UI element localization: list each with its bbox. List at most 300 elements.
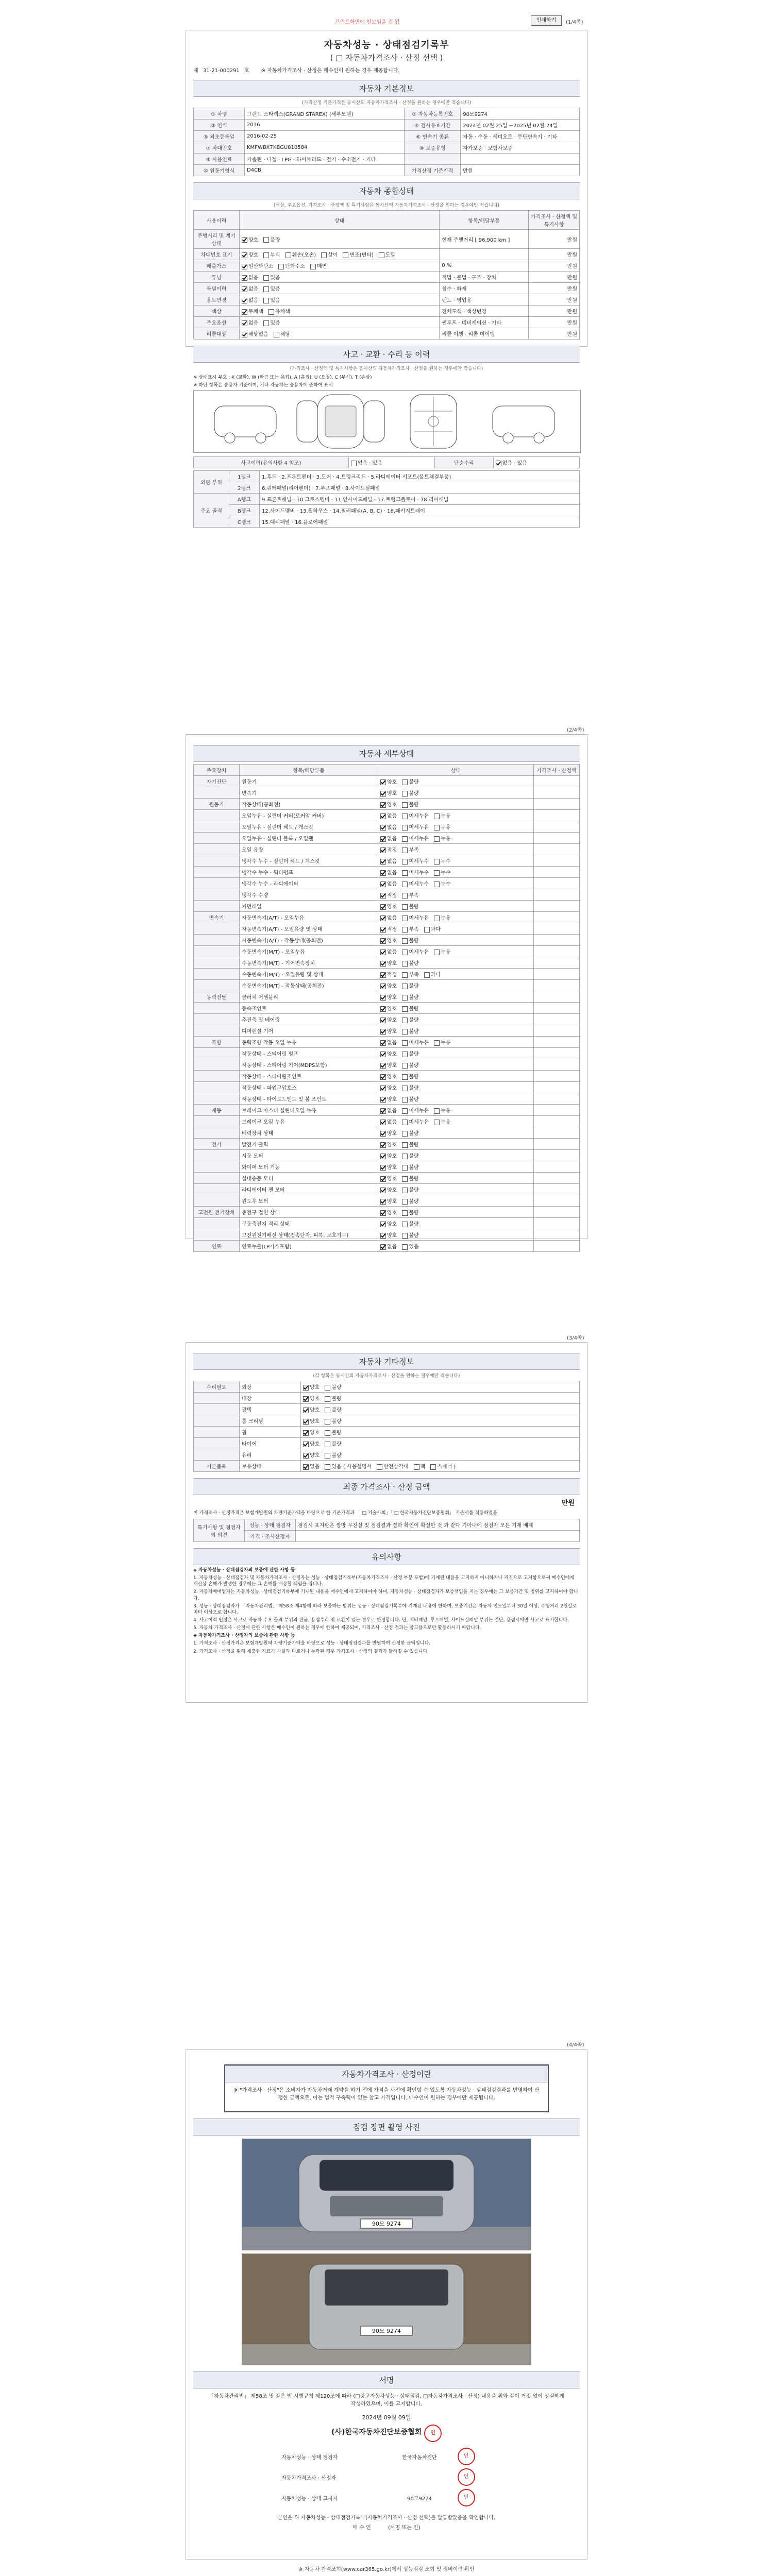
checkbox-icon[interactable] (380, 1063, 386, 1069)
device-item: 브레이크 오일 누유 (240, 1116, 378, 1127)
accident-history-label: 사고이력(유의사항 4 참조) (194, 457, 349, 468)
device-item: 동력조향 작동 오일 누유 (240, 1037, 378, 1048)
checkbox-icon[interactable] (402, 1097, 408, 1103)
checkbox-icon[interactable] (380, 984, 386, 989)
other-state (301, 1449, 580, 1461)
checkbox-icon[interactable] (242, 332, 247, 337)
option (377, 1464, 408, 1470)
checkbox-icon[interactable] (380, 893, 386, 899)
option (380, 916, 397, 921)
device-state (378, 867, 534, 878)
checkbox-icon[interactable] (380, 836, 386, 842)
option (402, 904, 418, 910)
device-price (534, 1037, 580, 1048)
table-row (194, 142, 580, 154)
table-row (194, 306, 580, 317)
option-label: 불량 (409, 1233, 419, 1239)
checkbox-icon[interactable] (242, 275, 247, 281)
checkbox-icon[interactable] (380, 961, 386, 967)
checkbox-icon[interactable] (434, 836, 440, 842)
row-detail: 전체도색 · 색상변경 (440, 306, 529, 317)
checkbox-icon[interactable] (303, 1464, 309, 1470)
checkbox-icon[interactable] (380, 802, 386, 808)
row-detail: 0 % (440, 260, 529, 272)
option (380, 961, 397, 967)
print-notice: 프린트화면에 안보임을 겁 됨 (335, 20, 400, 25)
checkbox-icon[interactable] (434, 870, 440, 876)
checkbox-icon[interactable] (380, 1018, 386, 1023)
checkbox-icon[interactable] (380, 1142, 386, 1148)
checkbox-icon[interactable] (242, 286, 247, 292)
checkbox-icon[interactable] (303, 1430, 309, 1436)
checkbox-icon[interactable] (402, 1142, 408, 1148)
device-item: 등속조인트 (240, 1003, 378, 1014)
device-price (534, 1150, 580, 1161)
option (402, 1222, 418, 1227)
accident-parts-table (193, 470, 580, 528)
table-row (194, 935, 580, 946)
checkbox-icon[interactable] (496, 461, 501, 466)
option-label: 불량 (331, 1442, 342, 1447)
checkbox-icon[interactable] (263, 237, 269, 243)
device-price (534, 1014, 580, 1025)
checkbox-icon[interactable] (380, 1154, 386, 1159)
checkbox-icon[interactable] (303, 1442, 309, 1447)
checkbox-icon[interactable] (325, 1408, 330, 1413)
checkbox-icon[interactable] (402, 1108, 408, 1114)
print-button[interactable]: 인쇄하기 (531, 15, 562, 26)
detail-table (193, 764, 580, 1252)
table-row (194, 946, 580, 957)
column-header: 주요장치 (194, 765, 240, 776)
device-price (534, 1173, 580, 1184)
checkbox-icon[interactable] (402, 1244, 408, 1250)
checkbox-icon[interactable] (402, 950, 408, 955)
checkbox-icon[interactable] (380, 1052, 386, 1057)
checkbox-icon[interactable] (402, 1131, 408, 1137)
option (380, 1165, 397, 1171)
device-state (378, 1195, 534, 1207)
option-label: 불량 (409, 1142, 419, 1148)
checkbox-icon[interactable] (380, 1074, 386, 1080)
checkbox-icon[interactable] (380, 1188, 386, 1193)
table-row (194, 1161, 580, 1173)
field-value: D4CB (245, 165, 405, 176)
checkbox-icon[interactable] (242, 252, 247, 258)
device-price (534, 799, 580, 810)
checkbox-icon[interactable] (402, 893, 408, 899)
detail-heading: 자동차 세부상태 (193, 745, 580, 762)
checkbox-icon[interactable] (380, 1029, 386, 1035)
checkbox-icon[interactable] (402, 1188, 408, 1193)
checkbox-icon[interactable] (285, 252, 291, 258)
checkbox-icon[interactable] (434, 825, 440, 831)
checkbox-icon[interactable] (402, 870, 408, 876)
checkbox-icon[interactable] (402, 995, 408, 1001)
checkbox-icon[interactable] (380, 1097, 386, 1103)
option (424, 927, 441, 933)
checkbox-icon[interactable] (310, 264, 316, 269)
option-label: 있음 (270, 286, 280, 292)
option (268, 309, 290, 315)
device-item: 작동상태 - 스티어링조인트 (240, 1071, 378, 1082)
checkbox-icon[interactable] (402, 916, 408, 921)
row-price: 만원 (529, 260, 580, 272)
device-state (378, 923, 534, 935)
device-price (534, 889, 580, 901)
row-label: 리콜대상 (194, 328, 240, 340)
checkbox-icon[interactable] (402, 1086, 408, 1091)
checkbox-icon[interactable] (263, 320, 269, 326)
checkbox-icon[interactable] (303, 1408, 309, 1413)
option-label: 유채색 (275, 309, 290, 315)
checkbox-icon[interactable] (380, 927, 386, 933)
signer-name (384, 2467, 454, 2487)
checkbox-icon[interactable] (325, 1396, 330, 1402)
checkbox-icon[interactable] (325, 1464, 330, 1470)
option-label: 매연 (316, 264, 327, 269)
checkbox-icon[interactable] (424, 927, 430, 933)
checkbox-icon[interactable] (242, 264, 247, 269)
option (242, 298, 258, 303)
checkbox-icon[interactable] (263, 286, 269, 292)
device-state (378, 1105, 534, 1116)
checkbox-icon[interactable] (402, 1210, 408, 1216)
checkbox-icon[interactable] (434, 814, 440, 819)
device-state (378, 787, 534, 799)
table-row (194, 516, 580, 528)
option-label: 적정 (387, 848, 397, 853)
table-row (194, 1071, 580, 1082)
device-item: 수동변속기(M/T) - 오일누유 (240, 946, 378, 957)
checkbox-icon[interactable] (343, 252, 348, 258)
option (303, 1385, 320, 1391)
option-label: 미세누수 (409, 870, 429, 876)
checkbox-icon[interactable] (303, 1419, 309, 1425)
checkbox-icon[interactable] (263, 275, 269, 281)
option-label: 불량 (409, 1165, 419, 1171)
option (380, 1244, 397, 1250)
option-label: 양호 (387, 1233, 397, 1239)
checkbox-icon[interactable] (380, 950, 386, 955)
signer-row (278, 2467, 495, 2487)
rank-parts: 15.대쉬패널 · 16.플로어패널 (260, 516, 580, 528)
option (380, 836, 397, 842)
car-top-view-icon (297, 395, 384, 448)
other-group: 기본품목 (194, 1461, 240, 1472)
field-value: 만원 (461, 165, 580, 176)
option (402, 1052, 418, 1057)
device-state (378, 1048, 534, 1059)
checkbox-icon[interactable] (380, 904, 386, 910)
option-label: 양호 (387, 779, 397, 785)
checkbox-icon[interactable] (434, 1108, 440, 1114)
checkbox-icon[interactable] (402, 927, 408, 933)
checkbox-icon[interactable] (424, 972, 430, 978)
checkbox-icon[interactable] (402, 1063, 408, 1069)
option (325, 1442, 341, 1447)
row-price: 만원 (529, 294, 580, 306)
checkbox-icon[interactable] (380, 972, 386, 978)
checkbox-icon[interactable] (380, 995, 386, 1001)
row-state (240, 260, 440, 272)
option (242, 252, 258, 258)
table-row (194, 980, 580, 991)
device-state (378, 1014, 534, 1025)
option (310, 264, 327, 269)
checkbox-icon[interactable] (303, 1385, 309, 1391)
device-price (534, 1241, 580, 1252)
checkbox-icon[interactable] (380, 916, 386, 921)
checkbox-icon[interactable] (434, 882, 440, 887)
device-state (378, 1184, 534, 1195)
checkbox-icon[interactable] (380, 1006, 386, 1012)
checkbox-icon[interactable] (402, 1176, 408, 1182)
checkbox-icon[interactable] (380, 859, 386, 865)
option-label: 양호 (248, 237, 259, 243)
checkbox-icon[interactable] (263, 252, 269, 258)
device-item: 오일 유량 (240, 844, 378, 855)
option (274, 332, 290, 337)
checkbox-icon[interactable] (242, 298, 247, 303)
checkbox-icon[interactable] (380, 1131, 386, 1137)
device-group (194, 1071, 240, 1082)
checkbox-icon[interactable] (430, 1464, 436, 1470)
option (380, 984, 397, 989)
checkbox-icon[interactable] (380, 1165, 386, 1171)
checkbox-icon[interactable] (380, 1233, 386, 1239)
checkbox-icon[interactable] (402, 1006, 408, 1012)
option (402, 1120, 429, 1125)
page-4-number: (4/4쪽) (567, 2042, 584, 2048)
device-price (534, 1093, 580, 1105)
device-item: 오일누유 - 실린더 헤드 / 개스킷 (240, 821, 378, 833)
option (380, 779, 397, 785)
device-item: 커먼레일 (240, 901, 378, 912)
checkbox-icon[interactable] (402, 825, 408, 831)
device-price (534, 776, 580, 787)
checkbox-icon[interactable] (402, 1018, 408, 1023)
checkbox-icon[interactable] (402, 1154, 408, 1159)
option-label: 해당 (280, 332, 290, 337)
checkbox-icon[interactable] (380, 1244, 386, 1250)
seal-icon: 인 (458, 2468, 475, 2486)
checkbox-icon[interactable] (402, 779, 408, 785)
table-row (194, 1014, 580, 1025)
option (380, 1006, 397, 1012)
checkbox-icon[interactable] (263, 298, 269, 303)
device-item: 수동변속기(M/T) - 오일유량 및 상태 (240, 969, 378, 980)
serial-row: 제 31-21-000291 호 ※ 자동차가격조사 · 산정은 매수인이 원하는 경우 제공합니다. (193, 68, 400, 74)
checkbox-icon[interactable] (380, 1199, 386, 1205)
checkbox-icon[interactable] (380, 1210, 386, 1216)
checkbox-icon[interactable] (380, 870, 386, 876)
option-label: 양호 (387, 904, 397, 910)
signer-seal (455, 2446, 495, 2467)
checkbox-icon[interactable] (402, 1233, 408, 1239)
checkbox-icon[interactable] (434, 1120, 440, 1125)
checkbox-icon[interactable] (402, 1052, 408, 1057)
device-group (194, 1229, 240, 1241)
checkbox-icon[interactable] (402, 791, 408, 796)
rank-label: 1랭크 (229, 471, 260, 482)
vehicle-rear-photo (242, 2253, 531, 2365)
checkbox-icon[interactable] (325, 1385, 330, 1391)
option-label: 양호 (387, 802, 397, 808)
checkbox-icon[interactable] (380, 1040, 386, 1046)
device-state (378, 969, 534, 980)
checkbox-icon[interactable] (268, 309, 274, 315)
table-row (194, 1207, 580, 1218)
checkbox-icon[interactable] (380, 882, 386, 887)
checkbox-icon[interactable] (242, 320, 247, 326)
checkbox-icon[interactable] (380, 848, 386, 853)
option-label: 없음 (248, 286, 259, 292)
checkbox-icon[interactable] (402, 1074, 408, 1080)
option-label: 미세누유 (409, 950, 429, 955)
checkbox-icon[interactable] (402, 1029, 408, 1035)
checkbox-icon[interactable] (434, 1040, 440, 1046)
checkbox-icon[interactable] (325, 1442, 330, 1447)
part-group-label: 주요 골격 (194, 494, 229, 528)
checkbox-icon[interactable] (380, 1108, 386, 1114)
checkbox-icon[interactable] (402, 961, 408, 967)
device-state (378, 1207, 534, 1218)
table-row (194, 328, 580, 340)
checkbox-icon[interactable] (402, 1040, 408, 1046)
option (263, 298, 280, 303)
device-price (534, 957, 580, 969)
device-group (194, 810, 240, 821)
checkbox-icon[interactable] (402, 1120, 408, 1125)
option-label: 무채색 (248, 309, 263, 315)
checkbox-icon[interactable] (402, 882, 408, 887)
checkbox-icon[interactable] (402, 904, 408, 910)
checkbox-icon[interactable] (414, 1464, 419, 1470)
checkbox-icon[interactable] (380, 791, 386, 796)
table-row (194, 799, 580, 810)
option (402, 1097, 418, 1103)
checkbox-icon[interactable] (274, 332, 279, 337)
notes-title-2: ◈ 자동차가격조사 · 산정자의 보증에 관한 사항 등 (193, 1633, 295, 1639)
page-1 (186, 30, 587, 526)
car-diagram (193, 390, 581, 453)
checkbox-icon[interactable] (380, 1176, 386, 1182)
checkbox-icon[interactable] (402, 1222, 408, 1227)
option (380, 972, 397, 978)
row-detail: 리콜 이행 · 리콜 미이행 (440, 328, 529, 340)
table-row (194, 1461, 580, 1472)
device-state (378, 810, 534, 821)
device-item: 연료누출(LP가스포함) (240, 1241, 378, 1252)
checkbox-icon[interactable] (402, 938, 408, 944)
device-price (534, 1218, 580, 1229)
option-label: 미세누유 (409, 825, 429, 831)
option (434, 814, 450, 819)
device-item: 냉각수 누수 - 워터펌프 (240, 867, 378, 878)
option-label: 양호 (387, 1188, 397, 1193)
signer-role: 자동차가격조사 · 산정자 (281, 2475, 337, 2481)
checkbox-icon[interactable] (321, 252, 327, 258)
checkbox-icon[interactable] (303, 1453, 309, 1459)
column-header: 사용이력 (194, 211, 240, 230)
checkbox-icon[interactable] (434, 950, 440, 955)
row-detail: 침수 · 화재 (440, 283, 529, 294)
checkbox-icon[interactable] (278, 264, 284, 269)
company-name: (사)한국자동차진단보증협회 인 (193, 2425, 580, 2442)
device-group (194, 844, 240, 855)
option-label: 양호 (387, 1086, 397, 1091)
checkbox-icon[interactable] (402, 972, 408, 978)
checkbox-icon[interactable] (325, 1430, 330, 1436)
option-label: 불량 (409, 904, 419, 910)
checkbox-icon[interactable] (402, 814, 408, 819)
checkbox-icon[interactable] (303, 1396, 309, 1402)
option-label: 양호 (310, 1419, 320, 1425)
checkbox-icon[interactable] (325, 1453, 330, 1459)
checkbox-icon[interactable] (402, 836, 408, 842)
checkbox-icon[interactable] (434, 916, 440, 921)
checkbox-icon[interactable] (377, 1464, 382, 1470)
checkbox-icon[interactable] (325, 1419, 330, 1425)
field-label: ⑧ 보증유형 (405, 142, 461, 154)
accident-legend-2: ※ 하단 항목은 승용차 기준이며, 기타 자동차는 승용차에 준하여 표시 (193, 383, 333, 388)
checkbox-icon[interactable] (402, 859, 408, 865)
table-row (194, 165, 580, 176)
option-label: 훼손(오손) (292, 252, 316, 258)
checkbox-icon[interactable] (402, 848, 408, 853)
table-row (194, 1093, 580, 1105)
option-label: 적정 (387, 972, 397, 978)
checkbox-icon[interactable] (379, 252, 384, 258)
option-label: 양호 (387, 995, 397, 1001)
device-group: 전기 (194, 1139, 240, 1150)
checkbox-icon[interactable] (242, 309, 247, 315)
checkbox-icon[interactable] (380, 938, 386, 944)
option (414, 1464, 426, 1470)
option-label: 불량 (409, 1086, 419, 1091)
buyer-sign-row: 매 수 인 (서명 또는 인) (352, 2525, 421, 2531)
checkbox-icon[interactable] (402, 802, 408, 808)
device-group (194, 1173, 240, 1184)
checkbox-icon[interactable] (402, 984, 408, 989)
table-row (194, 1150, 580, 1161)
option-label: 양호 (387, 961, 397, 967)
device-item: 충전구 절연 상태 (240, 1207, 378, 1218)
table-row (194, 120, 580, 131)
checkbox-icon[interactable] (242, 237, 247, 243)
checkbox-icon[interactable] (380, 825, 386, 831)
checkbox-icon[interactable] (380, 1222, 386, 1227)
option (434, 916, 450, 921)
note-item: 1. 가격조사 · 산정가격은 보험개발원의 차량기준가액을 바탕으로 성능 · 상태점검결과를 반영하여 산정한 금액입니다. (193, 1641, 431, 1647)
checkbox-icon[interactable] (380, 1120, 386, 1125)
checkbox-icon[interactable] (380, 779, 386, 785)
device-item: 발전기 출력 (240, 1139, 378, 1150)
device-price (534, 821, 580, 833)
device-item: 실내송풍 모터 (240, 1173, 378, 1184)
option-label: 부족 (409, 927, 419, 933)
option-label: 안전삼각대 (383, 1464, 409, 1470)
checkbox-icon[interactable] (402, 1199, 408, 1205)
device-price (534, 1048, 580, 1059)
checkbox-icon[interactable] (380, 814, 386, 819)
checkbox-icon[interactable] (402, 1165, 408, 1171)
checkbox-icon[interactable] (380, 1086, 386, 1091)
checkbox-icon[interactable] (351, 461, 357, 466)
checkbox-icon[interactable] (434, 859, 440, 865)
table-row (194, 482, 580, 494)
